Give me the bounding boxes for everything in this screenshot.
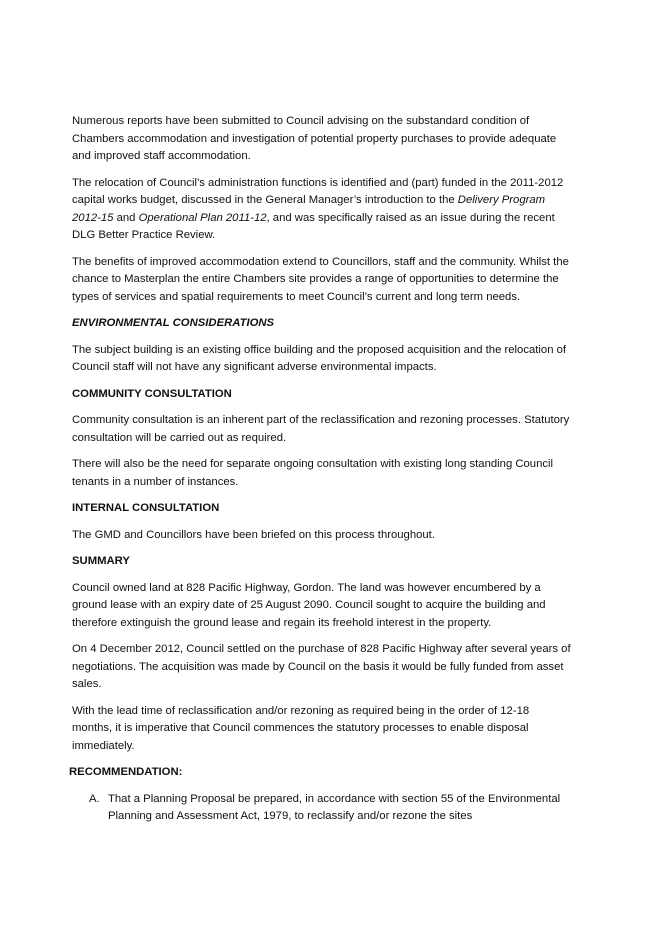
paragraph-community-2: There will also be the need for separate ongoing consultation with existing long standing Council tenants in a number of instances.: [72, 458, 554, 488]
heading-recommendation: RECOMMENDATION:: [69, 766, 183, 778]
paragraph-summary-2: On 4 December 2012, Council settled on the purchase of 828 Pacific Highway after several years of negotiations. The acquisition was made by Council on the basis it would be fully funded from asset sales.: [72, 643, 571, 690]
paragraph-accommodation-reports: Numerous reports have been submitted to Council advising on the substandard condition of Chambers accommodation and investigation of potential property purchases to provide adequate and improved staff accommodation.: [72, 115, 557, 162]
paragraph-relocation-funding: [72, 175, 572, 245]
recommendation-list: [72, 791, 572, 826]
paragraph-community-1: Community consultation is an inherent part of the reclassification and rezoning processes. Statutory consultation will be carried out as required.: [72, 414, 570, 444]
heading-internal-consultation: INTERNAL CONSULTATION: [72, 502, 220, 514]
paragraph-environmental: The subject building is an existing office building and the proposed acquisition and the relocation of Council staff will not have any significant adverse environmental impacts.: [72, 343, 567, 373]
paragraph-internal: The GMD and Councillors have been briefed on this process throughout.: [72, 528, 435, 541]
paragraph-text: and: [113, 211, 139, 224]
paragraph-benefits: The benefits of improved accommodation extend to Councillors, staff and the community. Whilst the chance to Masterplan the entire Chambers site provides a range of opportunities to determine the types of services and spatial requirements to meet Council’s current and long term needs.: [72, 255, 569, 303]
recommendation-text: That a Planning Proposal be prepared, in accordance with section 55 of the Environmental Planning and Assessment Act, 1979, to reclassify and/or rezone the sites: [108, 792, 561, 822]
paragraph-text: , and was specifically raised as an issue during the recent DLG Better Practice Review.: [72, 211, 555, 241]
document-body: [69, 113, 572, 826]
heading-environmental-considerations: ENVIRONMENTAL CONSIDERATIONS: [72, 317, 275, 329]
heading-community-consultation: COMMUNITY CONSULTATION: [72, 387, 232, 400]
paragraph-summary-3: With the lead time of reclassification and/or rezoning as required being in the order of 12-18 months, it is imperative that Council commences the statutory processes to enable disposal immediately.: [72, 704, 530, 752]
delivery-program-title: Delivery Program 2012-15: [72, 194, 546, 224]
operational-plan-title: Operational Plan 2011-12: [138, 211, 267, 224]
paragraph-text: The relocation of Council’s administration functions is identified and (part) funded in the 2011-2012 capital works budget, discussed in the General Manager’s introduction to the: [72, 176, 564, 206]
heading-summary: SUMMARY: [72, 555, 130, 567]
paragraph-summary-1: Council owned land at 828 Pacific Highway, Gordon. The land was however encumbered by a ground lease with an expiry date of 25 August 2090. Council sought to acquire the building and therefore extinguish the ground lease and regain its freehold interest in the property.: [72, 581, 546, 629]
list-marker: A.: [89, 792, 100, 805]
recommendation-item: [89, 791, 572, 826]
